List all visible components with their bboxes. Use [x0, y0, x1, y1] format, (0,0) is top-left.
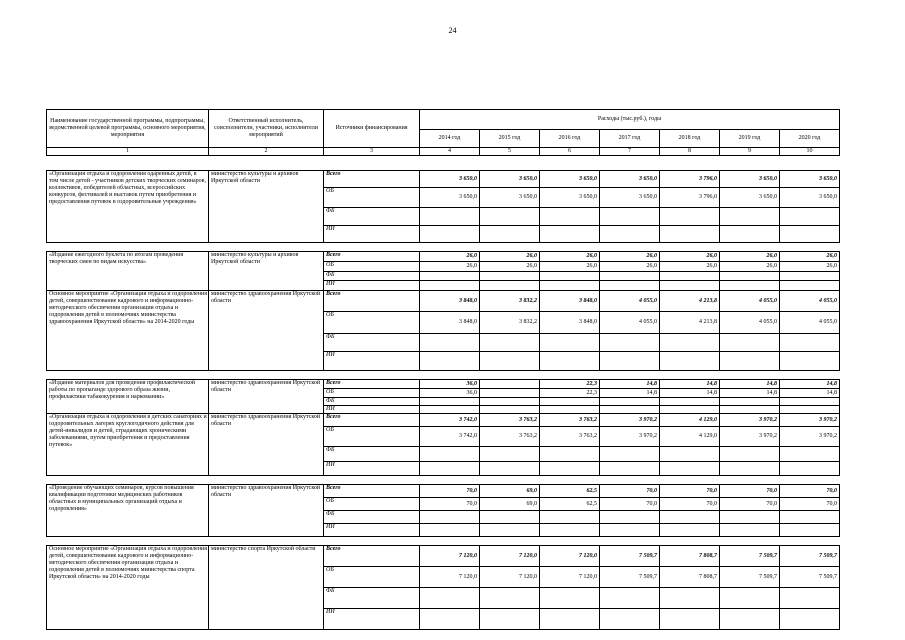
- empty-value: [420, 208, 480, 226]
- ob-value: 3 650,0: [720, 188, 780, 208]
- spacer-cell: [47, 476, 840, 485]
- total-value: 3 970,2: [780, 414, 840, 427]
- row-spacer: [47, 476, 840, 485]
- empty-value: [780, 406, 840, 414]
- empty-value: [420, 226, 480, 243]
- empty-value: [480, 588, 540, 609]
- ob-value: 26,0: [660, 262, 720, 272]
- empty-value: [480, 334, 540, 352]
- ob-value: 62,5: [540, 498, 600, 511]
- funding-source: ФБ: [324, 208, 420, 226]
- funding-source: ОБ: [324, 312, 420, 334]
- total-value: 26,0: [480, 252, 540, 262]
- total-value: 7 120,0: [420, 546, 480, 567]
- executor: министерство здравоохранения Иркутской области: [209, 414, 324, 476]
- empty-value: [720, 462, 780, 476]
- empty-value: [540, 524, 600, 537]
- ob-value: 14,8: [720, 389, 780, 398]
- ob-value: 3 970,2: [780, 427, 840, 447]
- ob-value: 3 650,0: [480, 188, 540, 208]
- column-number: 6: [540, 148, 600, 156]
- funding-source: Всего: [324, 546, 420, 567]
- ob-value: 3 970,2: [600, 427, 660, 447]
- funding-source: Всего: [324, 252, 420, 262]
- empty-value: [600, 208, 660, 226]
- program-name: Основное мероприятие «Организация отдыха и оздоровления детей, совершенствование кадрового и информационно-методического обеспечения организации отдыха и оздоровления детей в полномочиях министерства здравоохранения Иркутской области» на 2014-2020 годы: [47, 291, 209, 371]
- funding-source: Всего: [324, 414, 420, 427]
- empty-value: [600, 447, 660, 462]
- header-year: 2014 год: [420, 130, 480, 148]
- total-value: 3 650,0: [480, 171, 540, 188]
- empty-value: [780, 281, 840, 291]
- ob-value: 69,0: [480, 498, 540, 511]
- spacer-cell: [47, 156, 840, 171]
- empty-value: [720, 398, 780, 406]
- total-value: 3 832,2: [480, 291, 540, 312]
- empty-value: [600, 609, 660, 630]
- total-value: 4 055,0: [780, 291, 840, 312]
- empty-value: [600, 226, 660, 243]
- ob-value: 4 055,0: [720, 312, 780, 334]
- empty-value: [420, 588, 480, 609]
- ob-value: 7 509,7: [780, 567, 840, 588]
- column-number: 10: [780, 148, 840, 156]
- ob-value: 3 848,0: [420, 312, 480, 334]
- empty-value: [780, 334, 840, 352]
- ob-value: 22,3: [540, 389, 600, 398]
- header-row: [47, 110, 840, 130]
- table-row: [47, 485, 840, 498]
- program-name: «Организация отдыха и оздоровления одаренных детей, в том числе детей - участников детских творческих семинаров, коллективов, победителей областных, всероссийских конкурсов, фестивалей и выставок путем приобретения и предоставления путевок в оздоровительные учреждения»: [47, 171, 209, 243]
- executor: министерство спорта Иркутской области: [209, 546, 324, 630]
- empty-value: [600, 462, 660, 476]
- funding-source: ФБ: [324, 511, 420, 524]
- empty-value: [780, 588, 840, 609]
- ob-value: 7 509,7: [720, 567, 780, 588]
- spacer-cell: [47, 371, 840, 380]
- total-value: 7 509,7: [780, 546, 840, 567]
- empty-value: [420, 281, 480, 291]
- funding-source: ФБ: [324, 447, 420, 462]
- empty-value: [540, 352, 600, 371]
- program-name: «Издание ежегодного буклета по итогам проведения творческих смен по видам искусства»: [47, 252, 209, 291]
- total-value: 3 742,0: [420, 414, 480, 427]
- row-spacer: [47, 156, 840, 171]
- empty-value: [780, 511, 840, 524]
- empty-value: [480, 208, 540, 226]
- table-row: [47, 380, 840, 389]
- funding-source: ФБ: [324, 398, 420, 406]
- column-number: 2: [209, 148, 324, 156]
- empty-value: [780, 272, 840, 281]
- empty-value: [720, 208, 780, 226]
- table-row: [47, 546, 840, 567]
- empty-value: [480, 511, 540, 524]
- ob-value: 4 055,0: [600, 312, 660, 334]
- funding-source: ИИ: [324, 524, 420, 537]
- funding-source: ОБ: [324, 498, 420, 511]
- funding-source: ФБ: [324, 334, 420, 352]
- page-number: 24: [448, 26, 457, 35]
- empty-value: [720, 281, 780, 291]
- empty-value: [780, 609, 840, 630]
- column-number: 7: [600, 148, 660, 156]
- total-value: 69,0: [480, 485, 540, 498]
- empty-value: [420, 352, 480, 371]
- total-value: 3 970,2: [600, 414, 660, 427]
- empty-value: [780, 352, 840, 371]
- empty-value: [420, 398, 480, 406]
- total-value: 26,0: [600, 252, 660, 262]
- header-year: 2019 год: [720, 130, 780, 148]
- ob-value: 26,0: [420, 262, 480, 272]
- ob-value: 70,0: [720, 498, 780, 511]
- spacer-cell: [47, 537, 840, 546]
- program-name: «Проведение обучающих семинаров, курсов повышения квалификации подготовки медицинских работников областных и муниципальных организаций отдыха и оздоровления»: [47, 485, 209, 537]
- funding-source: ОБ: [324, 262, 420, 272]
- empty-value: [480, 226, 540, 243]
- total-value: 4 055,0: [600, 291, 660, 312]
- empty-value: [480, 462, 540, 476]
- program-name: «Издание материалов для проведения профилактической работы по пропаганде здорового образа жизни, профилактики табакокурения и наркомании»: [47, 380, 209, 414]
- empty-value: [420, 524, 480, 537]
- total-value: 3 848,0: [420, 291, 480, 312]
- empty-value: [660, 208, 720, 226]
- program-name: Основное мероприятие «Организация отдыха и оздоровления детей, совершенствование кадрового и информационно-методического обеспечения организации отдыха и оздоровления детей в полномочиях министерства спорта Иркутской области» на 2014-2020 годы: [47, 546, 209, 630]
- empty-value: [660, 398, 720, 406]
- funding-source: ОБ: [324, 188, 420, 208]
- ob-value: 26,0: [600, 262, 660, 272]
- funding-source: Всего: [324, 380, 420, 389]
- ob-value: 7 120,0: [420, 567, 480, 588]
- ob-value: 26,0: [540, 262, 600, 272]
- funding-source: ИИ: [324, 281, 420, 291]
- empty-value: [720, 609, 780, 630]
- executor: министерство здравоохранения Иркутской области: [209, 485, 324, 537]
- empty-value: [780, 226, 840, 243]
- total-value: 3 650,0: [600, 171, 660, 188]
- total-value: 70,0: [720, 485, 780, 498]
- total-value: 36,0: [420, 380, 480, 389]
- empty-value: [660, 226, 720, 243]
- empty-value: [720, 588, 780, 609]
- header-expenses: Расходы (тыс.руб.), годы: [420, 110, 840, 130]
- total-value: 26,0: [660, 252, 720, 262]
- ob-value: 26,0: [720, 262, 780, 272]
- total-value: 14,8: [600, 380, 660, 389]
- total-value: 7 120,0: [480, 546, 540, 567]
- empty-value: [420, 334, 480, 352]
- empty-value: [480, 352, 540, 371]
- table-row: [47, 291, 840, 312]
- column-number: 8: [660, 148, 720, 156]
- ob-value: 4 129,0: [660, 427, 720, 447]
- empty-value: [540, 511, 600, 524]
- empty-value: [480, 609, 540, 630]
- expenses-table: [46, 109, 840, 630]
- ob-value: 3 763,2: [540, 427, 600, 447]
- total-value: 3 763,2: [480, 414, 540, 427]
- total-value: 3 650,0: [420, 171, 480, 188]
- table-row: [47, 414, 840, 427]
- funding-source: ИИ: [324, 352, 420, 371]
- empty-value: [480, 406, 540, 414]
- ob-value: 4 213,8: [660, 312, 720, 334]
- column-number: 4: [420, 148, 480, 156]
- empty-value: [600, 272, 660, 281]
- ob-value: 70,0: [420, 498, 480, 511]
- empty-value: [660, 352, 720, 371]
- funding-source: ФБ: [324, 272, 420, 281]
- ob-value: 3 650,0: [780, 188, 840, 208]
- funding-source: ОБ: [324, 389, 420, 398]
- funding-source: Всего: [324, 485, 420, 498]
- ob-value: 70,0: [600, 498, 660, 511]
- empty-value: [480, 281, 540, 291]
- row-spacer: [47, 243, 840, 252]
- empty-value: [660, 462, 720, 476]
- header-year: 2020 год: [780, 130, 840, 148]
- empty-value: [780, 208, 840, 226]
- empty-value: [660, 524, 720, 537]
- ob-value: 26,0: [480, 262, 540, 272]
- total-value: 3 650,0: [780, 171, 840, 188]
- empty-value: [660, 447, 720, 462]
- empty-value: [600, 588, 660, 609]
- ob-value: 7 120,0: [540, 567, 600, 588]
- empty-value: [600, 398, 660, 406]
- ob-value: 7 808,7: [660, 567, 720, 588]
- empty-value: [420, 447, 480, 462]
- header-year: 2017 год: [600, 130, 660, 148]
- ob-value: 70,0: [660, 498, 720, 511]
- empty-value: [720, 511, 780, 524]
- executor: министерство культуры и архивов Иркутской области: [209, 252, 324, 291]
- ob-value: 26,0: [780, 262, 840, 272]
- empty-value: [480, 447, 540, 462]
- empty-value: [720, 406, 780, 414]
- empty-value: [480, 524, 540, 537]
- ob-value: 14,8: [600, 389, 660, 398]
- ob-value: 70,0: [780, 498, 840, 511]
- ob-value: 3 650,0: [600, 188, 660, 208]
- row-spacer: [47, 537, 840, 546]
- empty-value: [540, 462, 600, 476]
- total-value: [480, 380, 540, 389]
- total-value: 3 970,2: [720, 414, 780, 427]
- total-value: 70,0: [660, 485, 720, 498]
- header-year: 2015 год: [480, 130, 540, 148]
- empty-value: [720, 334, 780, 352]
- empty-value: [660, 406, 720, 414]
- total-value: 3 796,0: [660, 171, 720, 188]
- empty-value: [480, 398, 540, 406]
- empty-value: [660, 588, 720, 609]
- empty-value: [600, 511, 660, 524]
- funding-source: ИИ: [324, 462, 420, 476]
- empty-value: [780, 524, 840, 537]
- funding-source: ИИ: [324, 609, 420, 630]
- ob-value: [480, 389, 540, 398]
- ob-value: 36,0: [420, 389, 480, 398]
- executor: министерство здравоохранения Иркутской области: [209, 380, 324, 414]
- ob-value: 3 796,0: [660, 188, 720, 208]
- column-numbers-row: [47, 148, 840, 156]
- empty-value: [480, 272, 540, 281]
- empty-value: [780, 447, 840, 462]
- executor: министерство культуры и архивов Иркутской области: [209, 171, 324, 243]
- empty-value: [780, 462, 840, 476]
- total-value: 26,0: [720, 252, 780, 262]
- empty-value: [720, 352, 780, 371]
- total-value: 4 213,8: [660, 291, 720, 312]
- funding-source: ФБ: [324, 588, 420, 609]
- total-value: 3 848,0: [540, 291, 600, 312]
- empty-value: [420, 406, 480, 414]
- header-year: 2018 год: [660, 130, 720, 148]
- empty-value: [540, 334, 600, 352]
- header-source: Источники финансирования: [324, 110, 420, 148]
- funding-source: ИИ: [324, 226, 420, 243]
- ob-value: 14,8: [780, 389, 840, 398]
- empty-value: [600, 352, 660, 371]
- empty-value: [600, 281, 660, 291]
- column-number: 5: [480, 148, 540, 156]
- empty-value: [540, 281, 600, 291]
- total-value: 14,8: [780, 380, 840, 389]
- total-value: 3 650,0: [720, 171, 780, 188]
- spacer-cell: [47, 243, 840, 252]
- table-row: [47, 252, 840, 262]
- empty-value: [660, 272, 720, 281]
- total-value: 22,3: [540, 380, 600, 389]
- empty-value: [600, 524, 660, 537]
- empty-value: [660, 609, 720, 630]
- empty-value: [720, 524, 780, 537]
- empty-value: [660, 281, 720, 291]
- ob-value: 3 970,2: [720, 427, 780, 447]
- total-value: 4 129,0: [660, 414, 720, 427]
- table-row: [47, 171, 840, 188]
- ob-value: 3 742,0: [420, 427, 480, 447]
- total-value: 3 763,2: [540, 414, 600, 427]
- total-value: 7 808,7: [660, 546, 720, 567]
- header-name: Наименование государственной программы, подпрограммы, ведомственной целевой программы, основного мероприятия, мероприятия: [47, 110, 209, 148]
- empty-value: [420, 272, 480, 281]
- total-value: 7 509,7: [600, 546, 660, 567]
- funding-source: ИИ: [324, 406, 420, 414]
- empty-value: [600, 406, 660, 414]
- empty-value: [720, 272, 780, 281]
- empty-value: [720, 447, 780, 462]
- column-number: 1: [47, 148, 209, 156]
- empty-value: [540, 208, 600, 226]
- total-value: 14,8: [660, 380, 720, 389]
- empty-value: [540, 226, 600, 243]
- total-value: 62,5: [540, 485, 600, 498]
- empty-value: [540, 609, 600, 630]
- header-year: 2016 год: [540, 130, 600, 148]
- ob-value: 14,8: [660, 389, 720, 398]
- empty-value: [540, 406, 600, 414]
- total-value: 70,0: [780, 485, 840, 498]
- empty-value: [780, 398, 840, 406]
- total-value: 70,0: [600, 485, 660, 498]
- total-value: 4 055,0: [720, 291, 780, 312]
- ob-value: 7 509,7: [600, 567, 660, 588]
- ob-value: 3 650,0: [540, 188, 600, 208]
- column-number: 9: [720, 148, 780, 156]
- total-value: 26,0: [780, 252, 840, 262]
- total-value: 70,0: [420, 485, 480, 498]
- total-value: 7 509,7: [720, 546, 780, 567]
- empty-value: [420, 609, 480, 630]
- empty-value: [660, 511, 720, 524]
- empty-value: [540, 398, 600, 406]
- funding-source: ОБ: [324, 567, 420, 588]
- executor: министерство здравоохранения Иркутской области: [209, 291, 324, 371]
- ob-value: 3 848,0: [540, 312, 600, 334]
- total-value: 7 120,0: [540, 546, 600, 567]
- empty-value: [540, 272, 600, 281]
- header-executor: Ответственный исполнитель, соисполнители, участники, исполнители мероприятий: [209, 110, 324, 148]
- funding-source: Всего: [324, 171, 420, 188]
- empty-value: [660, 334, 720, 352]
- total-value: 26,0: [540, 252, 600, 262]
- total-value: 26,0: [420, 252, 480, 262]
- program-name: «Организация отдыха и оздоровления в детских санаториях и оздоровительных лагерях круглогодичного действия для детей-инвалидов и детей, страдающих хроническими заболеваниями, путем приобретения и предоставления путевок»: [47, 414, 209, 476]
- column-number: 3: [324, 148, 420, 156]
- funding-source: Всего: [324, 291, 420, 312]
- total-value: 14,8: [720, 380, 780, 389]
- ob-value: 7 120,0: [480, 567, 540, 588]
- empty-value: [420, 511, 480, 524]
- ob-value: 4 055,0: [780, 312, 840, 334]
- row-spacer: [47, 371, 840, 380]
- funding-source: ОБ: [324, 427, 420, 447]
- total-value: 3 650,0: [540, 171, 600, 188]
- empty-value: [540, 447, 600, 462]
- empty-value: [420, 462, 480, 476]
- ob-value: 3 650,0: [420, 188, 480, 208]
- ob-value: 3 763,2: [480, 427, 540, 447]
- empty-value: [600, 334, 660, 352]
- empty-value: [720, 226, 780, 243]
- ob-value: 3 832,2: [480, 312, 540, 334]
- empty-value: [540, 588, 600, 609]
